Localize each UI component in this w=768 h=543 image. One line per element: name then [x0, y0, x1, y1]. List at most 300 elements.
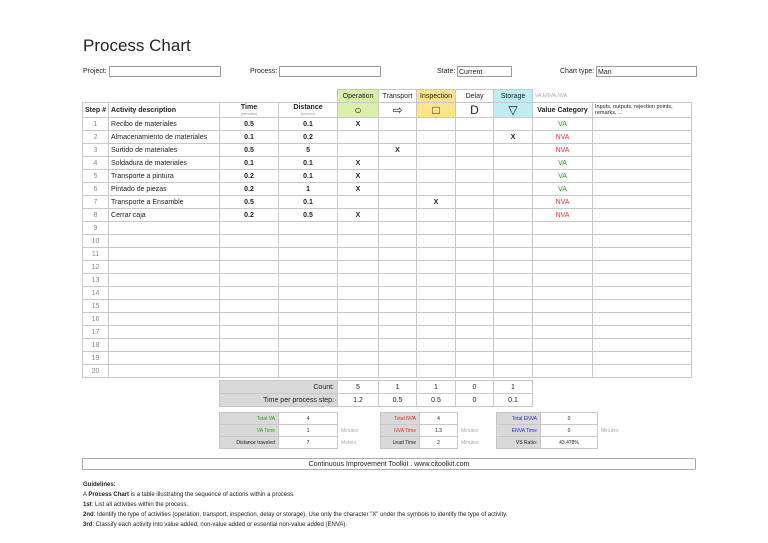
transport-mark-cell[interactable]: [379, 300, 417, 313]
remarks-cell[interactable]: [593, 326, 692, 339]
distance-cell[interactable]: [279, 365, 338, 378]
distance-cell[interactable]: 0.1: [279, 196, 338, 209]
value-category-cell[interactable]: NVA: [533, 209, 593, 222]
value-category-legend: VA,ENVA,NVA: [535, 93, 568, 100]
delay-mark-cell[interactable]: [456, 287, 494, 300]
inspection-mark-cell[interactable]: [417, 222, 456, 235]
time-cell[interactable]: 0.2: [220, 183, 279, 196]
operation-mark-cell[interactable]: [338, 196, 379, 209]
guideline-intro-a: A: [83, 492, 89, 498]
activity-cell[interactable]: [109, 300, 220, 313]
operation-mark-cell[interactable]: X: [338, 209, 379, 222]
transport-mark-cell[interactable]: [379, 118, 417, 131]
time-cell[interactable]: [220, 235, 279, 248]
table-row: [83, 261, 692, 274]
step-number-cell[interactable]: 15: [83, 300, 109, 313]
remarks-cell[interactable]: [593, 222, 692, 235]
step-number-cell[interactable]: 6: [83, 183, 109, 196]
toolkit-footer: Continuous Improvement Toolkit . www.citoolkit.com: [82, 458, 696, 470]
remarks-cell[interactable]: [593, 352, 692, 365]
delay-mark-cell[interactable]: [456, 170, 494, 183]
va-time-value: 1: [279, 425, 338, 437]
step-number-cell[interactable]: 18: [83, 339, 109, 352]
remarks-cell[interactable]: [593, 170, 692, 183]
value-category-cell[interactable]: [533, 313, 593, 326]
transport-mark-cell[interactable]: [379, 261, 417, 274]
operation-circle-icon: ○: [354, 103, 362, 117]
delay-mark-cell[interactable]: [456, 235, 494, 248]
value-category-cell[interactable]: [533, 365, 593, 378]
delay-mark-cell[interactable]: [456, 313, 494, 326]
remarks-cell[interactable]: [593, 118, 692, 131]
delay-mark-cell[interactable]: [456, 144, 494, 157]
distance-cell[interactable]: [279, 300, 338, 313]
time-per-step-label: Time per process step:: [220, 394, 338, 407]
delay-mark-cell[interactable]: [456, 118, 494, 131]
storage-mark-cell[interactable]: X: [494, 131, 533, 144]
table-row: [83, 274, 692, 287]
chart-type-input[interactable]: Man: [596, 66, 697, 77]
inspection-mark-cell[interactable]: [417, 365, 456, 378]
transport-mark-cell[interactable]: [379, 157, 417, 170]
time-cell[interactable]: 0.5: [220, 196, 279, 209]
guideline-step-1-label: 1st: [83, 502, 92, 508]
time-cell[interactable]: [220, 339, 279, 352]
operation-mark-cell[interactable]: [338, 326, 379, 339]
chart-type-field[interactable]: [560, 66, 698, 79]
inspection-mark-cell[interactable]: [417, 339, 456, 352]
distance-cell[interactable]: [279, 326, 338, 339]
step-number-cell[interactable]: 3: [83, 144, 109, 157]
activity-cell[interactable]: Transporte a Ensamble: [109, 196, 220, 209]
operation-mark-cell[interactable]: X: [338, 157, 379, 170]
activity-cell[interactable]: [109, 352, 220, 365]
storage-mark-cell[interactable]: [494, 118, 533, 131]
operation-mark-cell[interactable]: [338, 131, 379, 144]
storage-header: Storage: [494, 90, 533, 103]
transport-mark-cell[interactable]: [379, 339, 417, 352]
storage-mark-cell[interactable]: [494, 313, 533, 326]
transport-mark-cell[interactable]: [379, 209, 417, 222]
value-category-cell[interactable]: [533, 287, 593, 300]
operation-mark-cell[interactable]: [338, 261, 379, 274]
storage-mark-cell[interactable]: [494, 365, 533, 378]
storage-mark-cell[interactable]: [494, 274, 533, 287]
activity-cell[interactable]: Pintado de piezas: [109, 183, 220, 196]
time-inspection: 0.5: [417, 394, 456, 407]
distance-cell[interactable]: [279, 261, 338, 274]
transport-header: Transport: [379, 90, 417, 103]
time-cell[interactable]: [220, 287, 279, 300]
time-cell[interactable]: [220, 261, 279, 274]
count-delay: 0: [456, 381, 494, 394]
operation-mark-cell[interactable]: [338, 339, 379, 352]
process-label: Process:: [250, 68, 278, 75]
activity-cell[interactable]: [109, 222, 220, 235]
time-header-label: Time: [240, 104, 258, 111]
transport-mark-cell[interactable]: X: [379, 144, 417, 157]
remarks-cell[interactable]: [593, 196, 692, 209]
time-cell[interactable]: 0.1: [220, 131, 279, 144]
value-category-cell[interactable]: VA: [533, 118, 593, 131]
count-storage: 1: [494, 381, 533, 394]
delay-mark-cell[interactable]: [456, 248, 494, 261]
table-row: [83, 170, 692, 183]
time-cell[interactable]: 0.2: [220, 209, 279, 222]
operation-mark-cell[interactable]: X: [338, 118, 379, 131]
remarks-cell[interactable]: [593, 287, 692, 300]
distance-cell[interactable]: [279, 235, 338, 248]
distance-cell[interactable]: 0.1: [279, 118, 338, 131]
remarks-cell[interactable]: [593, 274, 692, 287]
step-number-cell[interactable]: 14: [83, 287, 109, 300]
time-cell[interactable]: [220, 222, 279, 235]
activity-header: Activity description: [109, 103, 220, 118]
table-row: [83, 183, 692, 196]
inspection-mark-cell[interactable]: [417, 287, 456, 300]
process-input[interactable]: [279, 66, 381, 77]
delay-mark-cell[interactable]: [456, 274, 494, 287]
operation-mark-cell[interactable]: [338, 300, 379, 313]
delay-mark-cell[interactable]: [456, 222, 494, 235]
remarks-cell[interactable]: [593, 248, 692, 261]
guidelines: [83, 480, 703, 530]
remarks-cell[interactable]: [593, 235, 692, 248]
time-cell[interactable]: [220, 365, 279, 378]
vs-ratio-value: 43.478%: [541, 437, 598, 449]
transport-mark-cell[interactable]: [379, 196, 417, 209]
delay-mark-cell[interactable]: [456, 365, 494, 378]
time-cell[interactable]: [220, 274, 279, 287]
activity-cell[interactable]: Almacenamiento de materiales: [109, 131, 220, 144]
table-row: [83, 352, 692, 365]
transport-mark-cell[interactable]: [379, 183, 417, 196]
distance-cell[interactable]: [279, 274, 338, 287]
activity-cell[interactable]: [109, 313, 220, 326]
distance-cell[interactable]: [279, 287, 338, 300]
state-label: State:: [437, 68, 456, 75]
operation-mark-cell[interactable]: [338, 235, 379, 248]
remarks-cell[interactable]: [593, 183, 692, 196]
activity-cell[interactable]: [109, 287, 220, 300]
step-number-cell[interactable]: 10: [83, 235, 109, 248]
delay-mark-cell[interactable]: [456, 326, 494, 339]
step-number-cell[interactable]: 13: [83, 274, 109, 287]
transport-mark-cell[interactable]: [379, 365, 417, 378]
guideline-step-3: [83, 520, 703, 530]
project-input[interactable]: [109, 66, 221, 77]
activity-cell[interactable]: [109, 365, 220, 378]
activity-cell[interactable]: Cerrar caja: [109, 209, 220, 222]
storage-mark-cell[interactable]: [494, 170, 533, 183]
storage-mark-cell[interactable]: [494, 144, 533, 157]
delay-mark-cell[interactable]: [456, 209, 494, 222]
state-input[interactable]: Current: [457, 66, 512, 77]
activity-cell[interactable]: [109, 326, 220, 339]
activity-cell[interactable]: [109, 274, 220, 287]
guideline-step-1: [83, 500, 703, 510]
table-row: [83, 209, 692, 222]
inspection-mark-cell[interactable]: X: [417, 196, 456, 209]
delay-mark-cell[interactable]: [456, 352, 494, 365]
transport-mark-cell[interactable]: [379, 313, 417, 326]
va-time-label: VA Time: [220, 425, 279, 437]
total-enva-value: 0: [541, 413, 598, 425]
value-category-cell[interactable]: [533, 248, 593, 261]
activity-cell[interactable]: [109, 261, 220, 274]
value-category-cell[interactable]: [533, 339, 593, 352]
distance-cell[interactable]: [279, 352, 338, 365]
state-field[interactable]: [437, 66, 513, 79]
value-category-cell[interactable]: VA: [533, 170, 593, 183]
transport-mark-cell[interactable]: [379, 235, 417, 248]
inspection-mark-cell[interactable]: [417, 261, 456, 274]
activity-cell[interactable]: Recibo de materiales: [109, 118, 220, 131]
table-row: [83, 300, 692, 313]
transport-arrow-icon: ⇨: [392, 103, 403, 117]
delay-mark-cell[interactable]: [456, 131, 494, 144]
inspection-mark-cell[interactable]: [417, 131, 456, 144]
remarks-cell[interactable]: [593, 157, 692, 170]
step-number-cell[interactable]: 17: [83, 326, 109, 339]
guideline-step-2: [83, 510, 703, 520]
inspection-mark-cell[interactable]: [417, 118, 456, 131]
distance-cell[interactable]: 0.1: [279, 170, 338, 183]
distance-cell[interactable]: [279, 339, 338, 352]
time-cell[interactable]: 0.1: [220, 157, 279, 170]
table-row: [83, 144, 692, 157]
operation-mark-cell[interactable]: [338, 352, 379, 365]
process-table: [82, 89, 692, 378]
remarks-cell[interactable]: [593, 261, 692, 274]
operation-mark-cell[interactable]: [338, 222, 379, 235]
time-cell[interactable]: [220, 326, 279, 339]
delay-mark-cell[interactable]: [456, 196, 494, 209]
enva-time-value: 0: [541, 425, 598, 437]
distance-header: [279, 103, 338, 118]
storage-mark-cell[interactable]: [494, 339, 533, 352]
time-cell[interactable]: [220, 300, 279, 313]
time-header: [220, 103, 279, 118]
delay-header: Delay: [456, 90, 494, 103]
operation-header: Operation: [338, 90, 379, 103]
storage-mark-cell[interactable]: [494, 222, 533, 235]
distance-traveled-label: Distance traveled: [220, 437, 279, 449]
remarks-cell[interactable]: [593, 131, 692, 144]
transport-mark-cell[interactable]: [379, 170, 417, 183]
storage-mark-cell[interactable]: [494, 352, 533, 365]
distance-cell[interactable]: [279, 248, 338, 261]
time-transport: 0.5: [379, 394, 417, 407]
distance-cell[interactable]: 0.1: [279, 157, 338, 170]
time-cell[interactable]: 0.2: [220, 170, 279, 183]
value-category-cell[interactable]: VA: [533, 183, 593, 196]
table-row: [83, 313, 692, 326]
guideline-intro: [83, 490, 703, 500]
time-delay: 0: [456, 394, 494, 407]
storage-mark-cell[interactable]: [494, 157, 533, 170]
lead-time-value: 2: [420, 437, 458, 449]
step-number-cell[interactable]: 5: [83, 170, 109, 183]
storage-mark-cell[interactable]: [494, 287, 533, 300]
transport-mark-cell[interactable]: [379, 131, 417, 144]
time-unit: (minutes): [240, 111, 258, 116]
transport-mark-cell[interactable]: [379, 352, 417, 365]
remarks-header: Inputs, outputs, rejection points, remarks, ...: [593, 103, 692, 118]
project-field[interactable]: [83, 66, 223, 79]
transport-mark-cell[interactable]: [379, 248, 417, 261]
storage-triangle-icon: ▽: [508, 103, 518, 117]
value-category-cell[interactable]: [533, 300, 593, 313]
step-number-cell[interactable]: 8: [83, 209, 109, 222]
time-cell[interactable]: 0.5: [220, 144, 279, 157]
inspection-mark-cell[interactable]: [417, 235, 456, 248]
distance-cell[interactable]: 1: [279, 183, 338, 196]
time-cell[interactable]: [220, 352, 279, 365]
inspection-square-icon: □: [432, 103, 440, 117]
step-number-cell[interactable]: 11: [83, 248, 109, 261]
delay-mark-cell[interactable]: [456, 300, 494, 313]
delay-mark-cell[interactable]: [456, 339, 494, 352]
storage-mark-cell[interactable]: [494, 183, 533, 196]
distance-cell[interactable]: [279, 313, 338, 326]
transport-mark-cell[interactable]: [379, 287, 417, 300]
value-category-cell[interactable]: [533, 261, 593, 274]
enva-time-unit: Minutes: [601, 427, 619, 434]
operation-mark-cell[interactable]: [338, 365, 379, 378]
activity-cell[interactable]: [109, 248, 220, 261]
distance-cell[interactable]: 0.2: [279, 131, 338, 144]
transport-mark-cell[interactable]: [379, 222, 417, 235]
process-field[interactable]: [250, 66, 382, 79]
inspection-mark-cell[interactable]: [417, 157, 456, 170]
remarks-cell[interactable]: [593, 365, 692, 378]
remarks-cell[interactable]: [593, 313, 692, 326]
storage-mark-cell[interactable]: [494, 209, 533, 222]
inspection-mark-cell[interactable]: [417, 248, 456, 261]
distance-traveled-value: 7: [279, 437, 338, 449]
step-number-cell[interactable]: 20: [83, 365, 109, 378]
step-number-cell[interactable]: 4: [83, 157, 109, 170]
value-category-cell[interactable]: [533, 235, 593, 248]
operation-mark-cell[interactable]: [338, 313, 379, 326]
operation-mark-cell[interactable]: [338, 248, 379, 261]
value-category-cell[interactable]: VA: [533, 157, 593, 170]
transport-mark-cell[interactable]: [379, 274, 417, 287]
guidelines-heading: Guidelines:: [83, 482, 116, 488]
value-category-cell[interactable]: [533, 326, 593, 339]
delay-mark-cell[interactable]: [456, 157, 494, 170]
count-transport: 1: [379, 381, 417, 394]
activity-cell[interactable]: Surtido de materiales: [109, 144, 220, 157]
activity-cell[interactable]: [109, 339, 220, 352]
table-row: [83, 196, 692, 209]
operation-mark-cell[interactable]: [338, 144, 379, 157]
value-category-cell[interactable]: [533, 352, 593, 365]
value-category-cell[interactable]: NVA: [533, 196, 593, 209]
storage-mark-cell[interactable]: [494, 235, 533, 248]
activity-cell[interactable]: Soldadura de materiales: [109, 157, 220, 170]
time-cell[interactable]: 0.5: [220, 118, 279, 131]
remarks-cell[interactable]: [593, 209, 692, 222]
storage-mark-cell[interactable]: [494, 300, 533, 313]
count-operation: 5: [338, 381, 379, 394]
total-enva-label: Total ENVA: [497, 413, 541, 425]
storage-mark-cell[interactable]: [494, 196, 533, 209]
step-number-cell[interactable]: 1: [83, 118, 109, 131]
inspection-mark-cell[interactable]: [417, 183, 456, 196]
count-inspection: 1: [417, 381, 456, 394]
storage-mark-cell[interactable]: [494, 326, 533, 339]
remarks-cell[interactable]: [593, 300, 692, 313]
value-category-cell[interactable]: NVA: [533, 131, 593, 144]
chart-type-label: Chart type:: [560, 68, 595, 75]
inspection-mark-cell[interactable]: [417, 170, 456, 183]
operation-mark-cell[interactable]: X: [338, 170, 379, 183]
distance-cell[interactable]: 5: [279, 144, 338, 157]
inspection-mark-cell[interactable]: [417, 209, 456, 222]
value-category-cell[interactable]: [533, 222, 593, 235]
activity-cell[interactable]: Transporte a pintura: [109, 170, 220, 183]
nva-time-value: 1.3: [420, 425, 458, 437]
lead-time-unit: Minutes: [461, 439, 479, 446]
step-number-cell[interactable]: 9: [83, 222, 109, 235]
operation-mark-cell[interactable]: X: [338, 183, 379, 196]
value-category-cell[interactable]: [533, 274, 593, 287]
operation-mark-cell[interactable]: [338, 274, 379, 287]
operation-mark-cell[interactable]: [338, 287, 379, 300]
distance-unit: (meters): [300, 111, 316, 116]
table-row: [83, 222, 692, 235]
step-number-cell[interactable]: 2: [83, 131, 109, 144]
delay-mark-cell[interactable]: [456, 261, 494, 274]
delay-d-icon: D: [470, 103, 479, 117]
step-number-cell[interactable]: 19: [83, 352, 109, 365]
transport-mark-cell[interactable]: [379, 326, 417, 339]
step-number-cell[interactable]: 12: [83, 261, 109, 274]
time-cell[interactable]: [220, 248, 279, 261]
step-number-cell[interactable]: 16: [83, 313, 109, 326]
time-cell[interactable]: [220, 313, 279, 326]
inspection-mark-cell[interactable]: [417, 300, 456, 313]
remarks-cell[interactable]: [593, 144, 692, 157]
step-number-cell[interactable]: 7: [83, 196, 109, 209]
enva-time-label: ENVA Time: [497, 425, 541, 437]
step-header: Step #: [83, 103, 109, 118]
remarks-cell[interactable]: [593, 339, 692, 352]
nva-summary: [380, 412, 488, 449]
delay-mark-cell[interactable]: [456, 183, 494, 196]
storage-mark-cell[interactable]: [494, 248, 533, 261]
distance-cell[interactable]: [279, 222, 338, 235]
project-label: Project:: [83, 68, 107, 75]
storage-mark-cell[interactable]: [494, 261, 533, 274]
total-nva-value: 4: [420, 413, 458, 425]
va-summary: [219, 412, 368, 449]
distance-cell[interactable]: 0.5: [279, 209, 338, 222]
inspection-mark-cell[interactable]: [417, 326, 456, 339]
inspection-header: Inspection: [417, 90, 456, 103]
inspection-mark-cell[interactable]: [417, 313, 456, 326]
inspection-mark-cell[interactable]: [417, 274, 456, 287]
value-category-cell[interactable]: NVA: [533, 144, 593, 157]
inspection-mark-cell[interactable]: [417, 144, 456, 157]
activity-cell[interactable]: [109, 235, 220, 248]
value-category-header: Value Category: [533, 103, 593, 118]
guideline-intro-term: Process Chart: [88, 492, 130, 498]
time-operation: 1.2: [338, 394, 379, 407]
inspection-mark-cell[interactable]: [417, 352, 456, 365]
